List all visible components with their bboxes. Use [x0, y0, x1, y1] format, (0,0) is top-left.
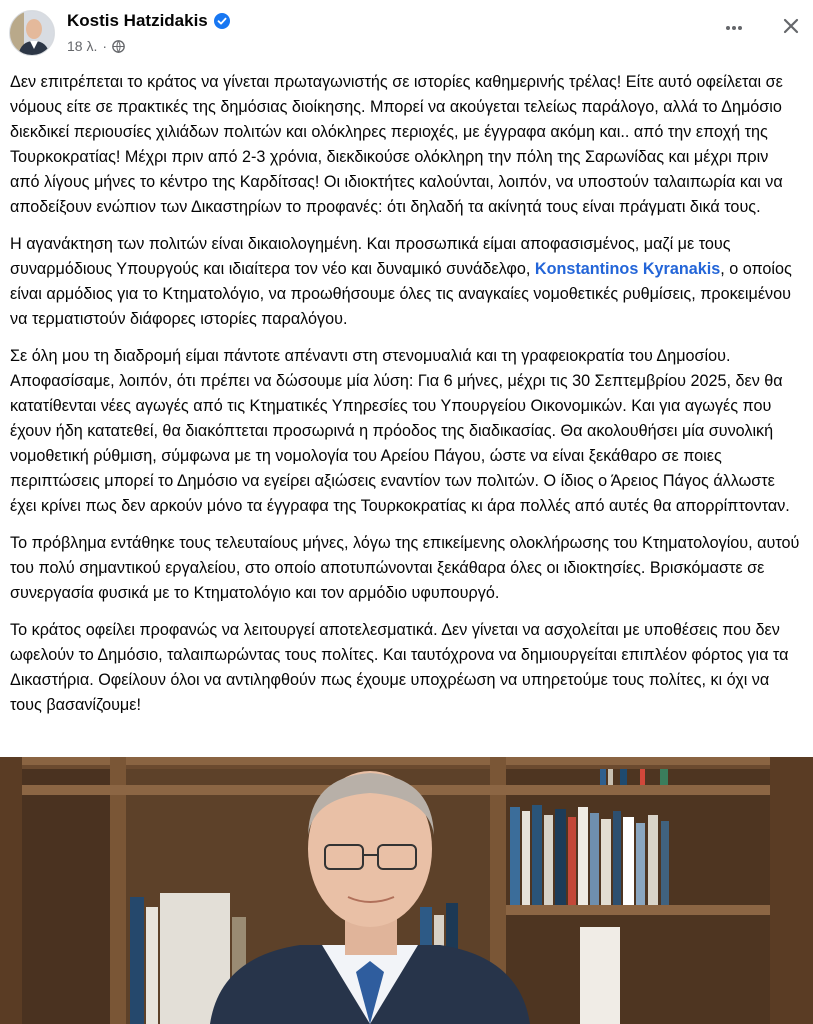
post-paragraph: Η αγανάκτηση των πολιτών είναι δικαιολογημένη. Και προσωπικά είμαι αποφασισμένος, μαζί με τους συναρμόδιους Υπουργούς και ιδιαίτερα τον νέο και δυναμικό συνάδελφο, Konstantinos Kyranakis, ο οποίος είναι αρμόδιος για το Κτηματολόγιο, να προωθήσουμε όλες τις αναγκαίες νομοθετικές ρυθμίσεις, προκειμένου να τερματιστούν διάφορες ιστορίες παραλόγου. — [10, 235, 792, 328]
mention-link[interactable]: Konstantinos Kyranakis — [534, 260, 721, 278]
close-icon[interactable] — [779, 14, 803, 38]
post-header — [0, 0, 813, 70]
separator-dot: · — [102, 38, 108, 54]
post-paragraph: Σε όλη μου τη διαδρομή είμαι πάντοτε απέναντι στη στενομυαλιά και τη γραφειοκρατία του Δημοσίου. Αποφασίσαμε, λοιπόν, ότι πρέπει να δώσουμε μία λύση: Για 6 μήνες, μέχρι τις 30 Σεπτεμβρίου 2025, δεν θα κατατίθενται νέες αγωγές από τις Κτηματικές Υπηρεσίες του Υπουργείου Οικονομικών. Και για αγωγές που έχουν ήδη κατατεθεί, θα διακόπτεται προσωρινά η πρόοδος της διαδικασίας. Θα ακολουθήσει μία συνολική νομοθετική ρύθμιση, σύμφωνα με τη νομολογία του Αρείου Πάγου, ώστε να είναι ξεκάθαρο σε ποιες περιπτώσεις μπορεί το Δημόσιο να εγείρει αξιώσεις εναντίον των πολιτών. Ο ίδιος ο Άρειος Πάγος άλλωστε έχει κρίνει πως δεν αρκούν μόνο τα έγγραφα της Τουρκοκρατίας κι άρα πολλές από αυτές θα απορρίπτονταν. — [10, 347, 790, 515]
post-paragraph: Το κράτος οφείλει προφανώς να λειτουργεί αποτελεσματικά. Δεν γίνεται να ασχολείται με υποθέσεις που δεν ωφελούν το Δημόσιο, ταλαιπωρώντας τους πολίτες. Και ταυτόχρονα να δημιουργείται επιπλέον φόρτος για τα Δικαστήρια. Οφείλουν όλοι να αντιληφθούν πως έχουμε υποχρέωση να υπηρετούμε τους πολίτες, κι όχι να τους βασανίζουμε! — [10, 621, 789, 714]
post-meta — [67, 38, 125, 54]
more-options-icon[interactable] — [724, 18, 744, 44]
post-timestamp[interactable]: 18 λ. — [67, 38, 98, 54]
post-text — [10, 70, 802, 730]
globe-icon — [112, 40, 125, 53]
verified-badge-icon — [214, 13, 230, 29]
author-name[interactable]: Kostis Hatzidakis — [67, 11, 230, 31]
post-photo[interactable] — [0, 757, 813, 1024]
author-avatar[interactable] — [9, 10, 55, 56]
post-paragraph: Το πρόβλημα εντάθηκε τους τελευταίους μήνες, λόγω της επικείμενης ολοκλήρωσης του Κτηματολογίου, αυτού του πολύ σημαντικού εργαλείου, στο οποίο αποτυπώνονται ξεκάθαρα όλες οι ιδιοκτησίες. Βρισκόμαστε σε συνεργασία φυσικά με το Κτηματολόγιο και τον αρμόδιο υφυπουργό. — [10, 534, 800, 602]
post-paragraph: Δεν επιτρέπεται το κράτος να γίνεται πρωταγωνιστής σε ιστορίες καθημερινής τρέλας! Είτε αυτό οφείλεται σε νόμους είτε σε πρακτικές της δημόσιας διοίκησης. Μπορεί να ακούγεται τελείως παράλογο, αλλά το Δημόσιο διεκδικεί περιουσίες χιλιάδων πολιτών και ολόκληρες περιοχές, με έγγραφα ακόμη και.. από την εποχή της Τουρκοκρατίας! Μέχρι πριν από 2-3 χρόνια, διεκδικούσε ολόκληρη την πόλη της Σαρωνίδας και μέχρι πριν από λίγους μήνες το κέντρο της Καρδίτσας! Οι ιδιοκτήτες καλούνται, λοιπόν, να υποστούν ταλαιπωρία και να αποδείξουν ενώπιον των Δικαστηρίων το προφανές: ότι δηλαδή τα ακίνητά τους είναι πράγματι δικά τους. — [10, 73, 783, 216]
